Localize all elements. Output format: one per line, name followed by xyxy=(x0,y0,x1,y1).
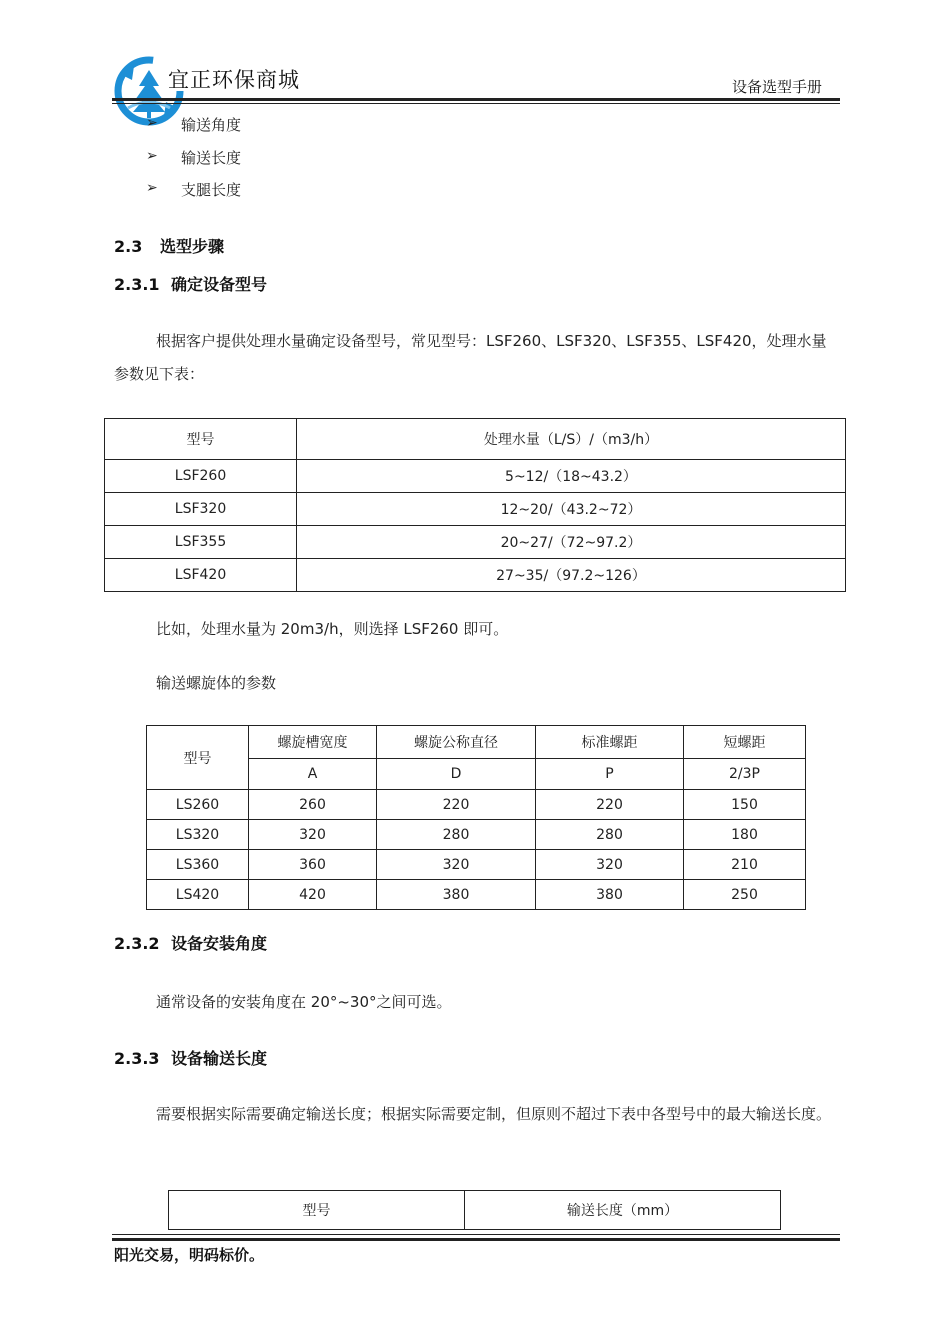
footer-rule-thin xyxy=(112,1234,840,1235)
conveying-length-table xyxy=(168,1190,781,1230)
section-heading-2-3 xyxy=(114,234,224,257)
table-cell: 180 xyxy=(684,820,806,850)
table-cell: 280 xyxy=(377,820,536,850)
footer-rule-thick xyxy=(112,1238,840,1241)
section-heading-2-3-1 xyxy=(114,272,267,295)
table-row xyxy=(147,820,806,850)
table-header-row xyxy=(169,1191,781,1230)
bullet-arrow-icon: ➢ xyxy=(146,115,158,131)
table-row xyxy=(147,850,806,880)
bullet-arrow-icon: ➢ xyxy=(146,148,158,164)
table-header-cell: 型号 xyxy=(147,726,249,790)
paragraph-conveying-length: 需要根据实际需要确定输送长度；根据实际需要定制，但原则不超过下表中各型号中的最大输送长度。 xyxy=(156,1105,832,1123)
bullet-item: 支腿长度 xyxy=(181,181,242,199)
section-number: 2.3.3 xyxy=(114,1049,160,1068)
paragraph-install-angle: 通常设备的安装角度在 20°~30°之间可选。 xyxy=(156,993,452,1011)
table-cell: LS320 xyxy=(147,820,249,850)
table-header-row xyxy=(105,419,846,460)
table-cell: LS420 xyxy=(147,880,249,910)
table-cell: LS360 xyxy=(147,850,249,880)
table-subheader-cell: A xyxy=(249,759,377,790)
table-cell: 380 xyxy=(377,880,536,910)
section-title: 设备输送长度 xyxy=(171,1049,268,1068)
table-header-cell: 短螺距 xyxy=(684,726,806,759)
header-rule-thick xyxy=(112,98,840,101)
table-cell: 360 xyxy=(249,850,377,880)
table-header-cell: 螺旋槽宽度 xyxy=(249,726,377,759)
table-row xyxy=(105,559,846,592)
table-header-cell: 标准螺距 xyxy=(536,726,684,759)
table-cell: 260 xyxy=(249,790,377,820)
header-rule-thin xyxy=(112,103,840,104)
table-header-cell: 型号 xyxy=(105,419,297,460)
section-title: 设备安装角度 xyxy=(171,934,268,953)
table-cell: LSF260 xyxy=(105,460,297,493)
table-cell: 320 xyxy=(377,850,536,880)
screw-parameter-table xyxy=(146,725,806,910)
bullet-item: 输送角度 xyxy=(181,116,242,134)
table-cell: 150 xyxy=(684,790,806,820)
table-row xyxy=(105,460,846,493)
table-cell: 220 xyxy=(536,790,684,820)
section-title: 确定设备型号 xyxy=(171,275,268,294)
table-cell: 380 xyxy=(536,880,684,910)
table-header-cell: 输送长度（mm） xyxy=(465,1191,781,1230)
header-doc-title: 设备选型手册 xyxy=(731,78,822,96)
header-brand: 宜正环保商城 xyxy=(168,68,300,92)
table-row xyxy=(105,526,846,559)
table-caption: 输送螺旋体的参数 xyxy=(156,674,277,692)
table-subheader-cell: 2/3P xyxy=(684,759,806,790)
table-cell: LSF320 xyxy=(105,493,297,526)
table-subheader-cell: D xyxy=(377,759,536,790)
table-header-cell: 处理水量（L/S）/（m3/h） xyxy=(297,419,846,460)
section-heading-2-3-2 xyxy=(114,931,267,954)
table-header-row xyxy=(147,726,806,759)
flow-capacity-table xyxy=(104,418,846,592)
table-cell: 220 xyxy=(377,790,536,820)
table-cell: 280 xyxy=(536,820,684,850)
section-number: 2.3.2 xyxy=(114,934,160,953)
table-cell: 250 xyxy=(684,880,806,910)
table-cell: LSF355 xyxy=(105,526,297,559)
table-cell: 27~35/（97.2~126） xyxy=(297,559,846,592)
table-cell: 210 xyxy=(684,850,806,880)
table-subheader-cell: P xyxy=(536,759,684,790)
bullet-arrow-icon: ➢ xyxy=(146,180,158,196)
section-heading-2-3-3 xyxy=(114,1046,267,1069)
table-cell: 5~12/（18~43.2） xyxy=(297,460,846,493)
table-row xyxy=(105,493,846,526)
footer-slogan: 阳光交易，明码标价。 xyxy=(114,1246,265,1264)
table-cell: LS260 xyxy=(147,790,249,820)
table-cell: LSF420 xyxy=(105,559,297,592)
table-cell: 320 xyxy=(249,820,377,850)
section-number: 2.3 xyxy=(114,237,143,256)
table-row xyxy=(147,880,806,910)
table-row xyxy=(147,790,806,820)
table-cell: 420 xyxy=(249,880,377,910)
table-header-cell: 型号 xyxy=(169,1191,465,1230)
section-number: 2.3.1 xyxy=(114,275,160,294)
section-title: 选型步骤 xyxy=(160,237,225,256)
table-cell: 320 xyxy=(536,850,684,880)
example-note: 比如，处理水量为 20m3/h，则选择 LSF260 即可。 xyxy=(156,620,509,638)
bullet-item: 输送长度 xyxy=(181,149,242,167)
table-cell: 12~20/（43.2~72） xyxy=(297,493,846,526)
paragraph-model-selection: 根据客户提供处理水量确定设备型号，常见型号：LSF260、LSF320、LSF355、LSF420，处理水量参数见下表： xyxy=(114,332,827,383)
table-header-cell: 螺旋公称直径 xyxy=(377,726,536,759)
table-cell: 20~27/（72~97.2） xyxy=(297,526,846,559)
